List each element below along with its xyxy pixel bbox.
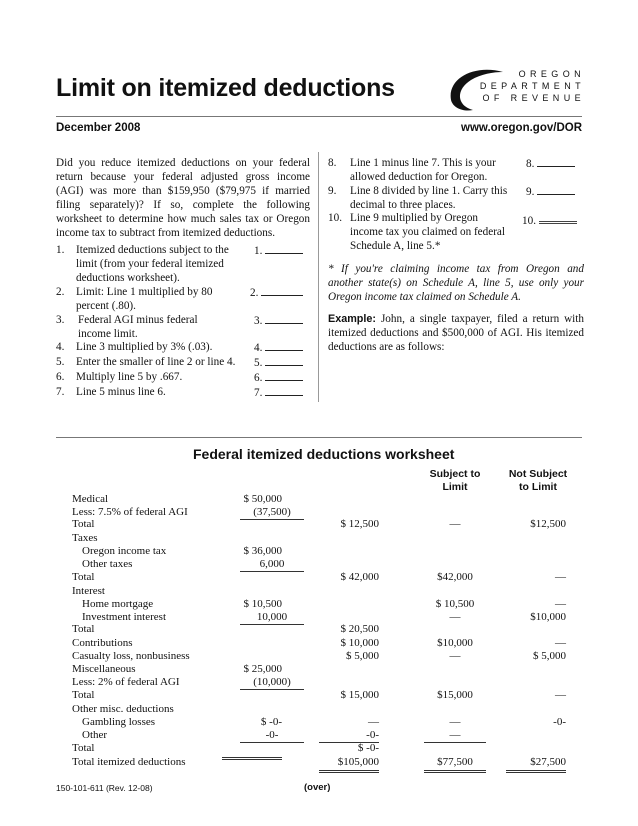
cell-a: -0-	[240, 729, 304, 743]
line-number: 9.	[328, 185, 337, 197]
worksheet-rule	[56, 437, 582, 438]
cell-b: $ 15,000	[340, 689, 379, 701]
cell-b: $ 42,000	[340, 571, 379, 583]
cell-label: Total	[72, 518, 95, 530]
form-number: 150-101-611 (Rev. 12-08)	[56, 783, 153, 793]
line-text: Itemized deductions subject to the limit (from your federal itemized deductions worksheet).	[76, 244, 229, 284]
cell-b: $ 12,500	[340, 518, 379, 530]
cell-a: (10,000)	[240, 676, 304, 690]
line-text: Multiply line 5 by .667.	[76, 371, 183, 383]
worksheet-title: Federal itemized deductions worksheet	[193, 446, 455, 462]
cell-d: $ 5,000	[533, 650, 566, 662]
cell-a: 10,000	[240, 611, 304, 625]
cell-label: Gambling losses	[82, 716, 156, 728]
line-number: 3.	[56, 314, 65, 326]
cell-b: -0-	[319, 729, 379, 743]
line-text: Line 9 multiplied by Oregon income tax you claimed on federal Schedule A, line 5.*	[350, 212, 506, 252]
example-label: Example:	[328, 313, 377, 325]
column-divider	[318, 152, 319, 402]
cell-b: $ 20,500	[340, 623, 379, 635]
cell-b: $ 10,000	[340, 637, 379, 649]
line-7-blank[interactable]: 7.	[254, 385, 303, 400]
cell-label: Less: 7.5% of federal AGI	[72, 506, 188, 518]
col-header-subject: Subject to Limit	[429, 468, 481, 493]
cell-a: $ 50,000	[243, 493, 282, 505]
cell-label: Casualty loss, nonbusiness	[72, 650, 190, 662]
cell-a: $ 36,000	[243, 545, 282, 557]
cell-a: 6,000	[240, 558, 304, 572]
cell-d: $10,000	[530, 611, 566, 623]
website-link[interactable]: www.oregon.gov/DOR	[461, 122, 582, 134]
cell-d: —	[555, 571, 566, 583]
line-6-blank[interactable]: 6.	[254, 370, 303, 385]
cell-d: —	[555, 689, 566, 701]
page-title: Limit on itemized deductions	[56, 74, 395, 102]
cell-c: $15,000	[437, 689, 473, 701]
logo-line-1: OREGON	[518, 69, 585, 79]
line-number: 6.	[56, 371, 65, 383]
cell-d: —	[555, 598, 566, 610]
line-text: Line 3 multiplied by 3% (.03).	[76, 341, 213, 353]
cell-a: $ 25,000	[243, 663, 282, 675]
cell-c: $77,500	[424, 756, 486, 773]
line-number: 4.	[56, 341, 65, 353]
cell-c: —	[449, 716, 461, 728]
cell-c: —	[449, 518, 461, 530]
line-10-blank[interactable]: 10.	[522, 211, 577, 228]
line-5-blank[interactable]: 5.	[254, 355, 303, 370]
cell-label: Total	[72, 689, 95, 701]
cell-label: Other taxes	[82, 558, 133, 570]
date-label: December 2008	[56, 122, 141, 134]
cell-label: Total	[72, 571, 95, 583]
cell-c: $ 10,500	[435, 598, 475, 610]
cell-a: $ 10,500	[243, 598, 282, 610]
line-text: Limit: Line 1 multiplied by 80 percent (.80).	[76, 286, 213, 312]
cell-b: $ 5,000	[346, 650, 379, 662]
footnote: * If you're claiming income tax from Oregon and another state(s) on Schedule A, line 5, use only your Oregon income tax claimed on Schedule A.	[328, 263, 584, 303]
cell-a	[222, 756, 282, 760]
line-3-blank[interactable]: 3.	[254, 313, 303, 328]
cell-label: Investment interest	[82, 611, 167, 623]
cell-label: Interest	[72, 585, 105, 597]
line-text: Federal AGI minus federal income limit.	[78, 314, 198, 340]
cell-c: —	[424, 729, 486, 743]
line-number: 5.	[56, 356, 65, 368]
cell-b: $ -0-	[357, 742, 379, 754]
line-number: 2.	[56, 286, 65, 298]
line-8-blank[interactable]: 8.	[526, 156, 575, 171]
cell-c: —	[449, 650, 461, 662]
cell-label: Oregon income tax	[82, 545, 167, 557]
line-number: 8.	[328, 157, 337, 169]
example-text: John, a single taxpayer, filed a return with itemized deductions and $500,000 of AGI. His itemized deductions are as follows:	[328, 313, 584, 353]
cell-d: $12,500	[530, 518, 566, 530]
line-2-blank[interactable]: 2.	[250, 285, 303, 300]
example-paragraph	[328, 312, 584, 354]
cell-label: Medical	[72, 493, 109, 505]
line-text: Line 5 minus line 6.	[76, 386, 166, 398]
logo-line-2: DEPARTMENT	[479, 81, 585, 91]
cell-label: Other	[82, 729, 108, 741]
line-4-blank[interactable]: 4.	[254, 340, 303, 355]
cell-c: $10,000	[437, 637, 473, 649]
line-9-blank[interactable]: 9.	[526, 184, 575, 199]
cell-c: —	[449, 611, 461, 623]
cell-b: —	[368, 716, 379, 728]
logo-line-3: OF REVENUE	[482, 93, 585, 103]
header-rule	[56, 116, 582, 117]
cell-label: Total	[72, 742, 95, 754]
cell-label: Taxes	[72, 532, 98, 544]
cell-b: $105,000	[319, 756, 379, 773]
oregon-dor-logo	[445, 66, 585, 112]
over-label: (over)	[304, 782, 331, 793]
line-number: 7.	[56, 386, 65, 398]
cell-label: Other misc. deductions	[72, 703, 174, 715]
line-text: Line 1 minus line 7. This is your allowed deduction for Oregon.	[350, 157, 496, 183]
cell-label: Miscellaneous	[72, 663, 136, 675]
cell-label: Total	[72, 623, 95, 635]
cell-d: -0-	[553, 716, 566, 728]
cell-d: $27,500	[506, 756, 566, 773]
cell-label: Less: 2% of federal AGI	[72, 676, 180, 688]
cell-label: Contributions	[72, 637, 133, 649]
cell-a: (37,500)	[240, 506, 304, 520]
line-text: Enter the smaller of line 2 or line 4.	[76, 356, 236, 368]
line-number: 10.	[328, 212, 342, 224]
line-number: 1.	[56, 244, 65, 256]
cell-a: $ -0-	[260, 716, 282, 728]
line-1-blank[interactable]: 1.	[254, 243, 303, 258]
intro-paragraph: Did you reduce itemized deductions on your federal return because your federal adjusted gross income (AGI) was more than $159,950 ($79,975 if married filing separately)? If so, complete the following worksheet to determine how much sales tax or Oregon income tax to subtract from itemized deductions.	[56, 157, 310, 239]
line-text: Line 8 divided by line 1. Carry this decimal to three places.	[350, 185, 508, 211]
cell-label: Total itemized deductions	[72, 756, 186, 768]
col-header-not-subject: Not Subject to Limit	[508, 468, 568, 493]
cell-c: $42,000	[437, 571, 473, 583]
cell-d: —	[555, 637, 566, 649]
cell-label: Home mortgage	[82, 598, 154, 610]
